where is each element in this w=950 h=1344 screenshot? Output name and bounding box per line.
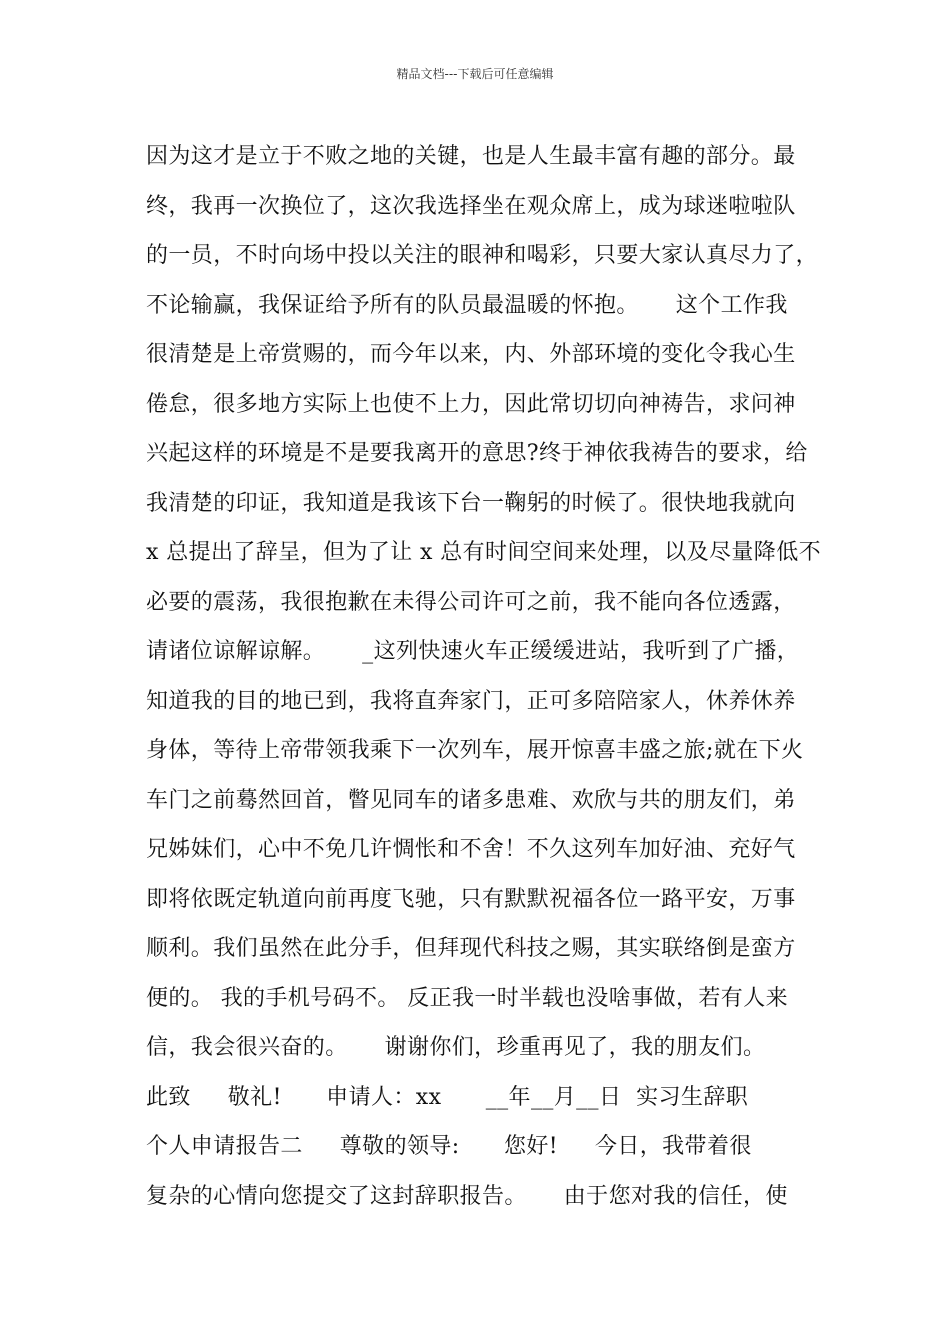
text-line: 请诸位谅解谅解。 _这列快速火车正缓缓进站，我听到了广播， [146,639,800,664]
text-line: 信，我会很兴奋的。 谢谢你们，珍重再见了，我的朋友们。 [146,1035,766,1060]
text-line: 必要的震荡，我很抱歉在未得公司许可之前，我不能向各位透露， [146,589,796,615]
text-line: 兄姊妹们，心中不免几许惆怅和不舍！不久这列车加好油、充好气 [146,837,796,862]
text-line: 很清楚是上帝赏赐的，而今年以来，内、外部环境的变化令我心生 [146,342,796,367]
text-line: 我清楚的印证，我知道是我该下台一鞠躬的时候了。很快地我就向 [146,490,796,516]
text-line: 终，我再一次换位了，这次我选择坐在观众席上，成为球迷啦啦队 [146,193,796,219]
document-body [146,132,826,1221]
text-line: 个人申请报告二 尊敬的领导: 您好! 今日，我带着很 [146,1134,752,1159]
text-line: 即将依既定轨道向前再度飞驰，只有默默祝福各位一路平安，万事 [146,886,796,912]
text-line: 倦怠，很多地方实际上也使不上力，因此常切切向神祷告，求问神 [146,391,796,417]
text-line: 复杂的心情向您提交了这封辞职报告。 由于您对我的信任，使 [146,1183,788,1209]
text-line: 便的。 我的手机号码不。 反正我一时半载也没啥事做，若有人来 [146,985,788,1011]
text-line: 兴起这样的环境是不是要我离开的意思?终于神依我祷告的要求，给 [146,441,808,466]
text-line: 车门之前蓦然回首，瞥见同车的诸多患难、欢欣与共的朋友们，弟 [146,787,796,813]
text-line: 因为这才是立于不败之地的关键，也是人生最丰富有趣的部分。最 [146,144,796,169]
text-line: 顺利。我们虽然在此分手，但拜现代科技之赐，其实联络倒是蛮方 [146,936,796,961]
text-line: 身体，等待上帝带领我乘下一次列车，展开惊喜丰盛之旅;就在下火 [146,738,804,763]
text-line: x 总提出了辞呈，但为了让 x 总有时间空间来处理，以及尽量降低不 [146,540,821,565]
text-line: 不论输赢，我保证给予所有的队员最温暖的怀抱。 这个工作我 [146,292,788,318]
text-line: 的一员，不时向场中投以关注的眼神和喝彩，只要大家认真尽力了， [146,243,819,268]
text-line: 知道我的目的地已到，我将直奔家门，正可多陪陪家人，休养休养 [146,688,796,714]
page-header: 精品文档---下载后可任意编辑 [396,67,554,81]
text-line: 此致 敬礼! 申请人：xx __年__月__日 实习生辞职 [146,1084,749,1110]
